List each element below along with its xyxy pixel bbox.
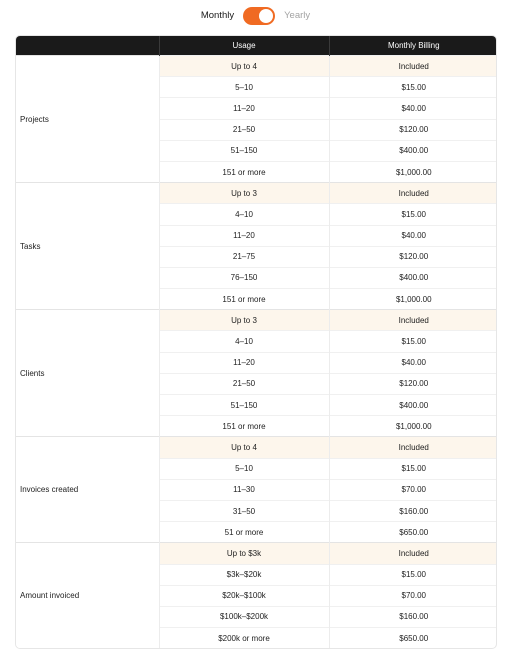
billing-period-switch[interactable] (243, 7, 275, 25)
pricing-table (16, 36, 497, 648)
table-row (16, 183, 497, 204)
pricing-table-container (15, 35, 497, 649)
table-header-row (16, 36, 497, 56)
billing-cell: Included (329, 310, 497, 331)
usage-cell: 151 or more (159, 289, 329, 310)
usage-cell: 5–10 (159, 77, 329, 98)
usage-cell: 151 or more (159, 161, 329, 182)
category-cell: Projects (16, 56, 159, 183)
billing-cell: $400.00 (329, 395, 497, 416)
billing-cell: Included (329, 437, 497, 458)
switch-knob (259, 9, 273, 23)
category-cell: Tasks (16, 183, 159, 310)
billing-cell: $1,000.00 (329, 289, 497, 310)
usage-cell: Up to $3k (159, 543, 329, 564)
usage-cell: 11–20 (159, 352, 329, 373)
usage-cell: $200k or more (159, 628, 329, 649)
usage-cell: 76–150 (159, 267, 329, 288)
usage-cell: 51 or more (159, 522, 329, 543)
billing-cell: $40.00 (329, 352, 497, 373)
billing-cell: $70.00 (329, 585, 497, 606)
usage-cell: 21–50 (159, 119, 329, 140)
usage-cell: 4–10 (159, 204, 329, 225)
billing-cell: $15.00 (329, 331, 497, 352)
category-cell: Amount invoiced (16, 543, 159, 648)
usage-cell: Up to 4 (159, 56, 329, 77)
usage-cell: $3k–$20k (159, 564, 329, 585)
billing-cell: Included (329, 183, 497, 204)
usage-cell: Up to 4 (159, 437, 329, 458)
usage-cell: $100k–$200k (159, 606, 329, 627)
usage-cell: $20k–$100k (159, 585, 329, 606)
billing-cell: $160.00 (329, 606, 497, 627)
table-body (16, 56, 497, 649)
usage-cell: 5–10 (159, 458, 329, 479)
usage-cell: 51–150 (159, 140, 329, 161)
billing-cell: $15.00 (329, 77, 497, 98)
category-cell: Invoices created (16, 437, 159, 543)
header-category (16, 36, 159, 56)
usage-cell: 31–50 (159, 500, 329, 521)
billing-cell: $650.00 (329, 522, 497, 543)
billing-cell: $400.00 (329, 267, 497, 288)
category-cell: Clients (16, 310, 159, 437)
yearly-label[interactable]: Yearly (284, 10, 311, 21)
billing-period-toggle-bar (0, 4, 511, 28)
billing-cell: $650.00 (329, 628, 497, 649)
usage-cell: 151 or more (159, 416, 329, 437)
table-row (16, 543, 497, 564)
billing-cell: $15.00 (329, 564, 497, 585)
usage-cell: 21–50 (159, 373, 329, 394)
billing-cell: $15.00 (329, 204, 497, 225)
table-row (16, 56, 497, 77)
header-monthly-billing: Monthly Billing (329, 36, 497, 56)
billing-cell: $120.00 (329, 119, 497, 140)
billing-cell: $40.00 (329, 225, 497, 246)
table-row (16, 310, 497, 331)
billing-cell: $70.00 (329, 479, 497, 500)
billing-cell: $120.00 (329, 373, 497, 394)
table-row (16, 437, 497, 458)
monthly-label[interactable]: Monthly (200, 10, 235, 21)
usage-cell: Up to 3 (159, 183, 329, 204)
billing-cell: $40.00 (329, 98, 497, 119)
usage-cell: 4–10 (159, 331, 329, 352)
usage-cell: 11–20 (159, 225, 329, 246)
header-usage: Usage (159, 36, 329, 56)
billing-cell: Included (329, 56, 497, 77)
usage-cell: 21–75 (159, 246, 329, 267)
billing-cell: $1,000.00 (329, 416, 497, 437)
billing-cell: $15.00 (329, 458, 497, 479)
billing-cell: $400.00 (329, 140, 497, 161)
usage-cell: 11–30 (159, 479, 329, 500)
billing-cell: $160.00 (329, 500, 497, 521)
billing-cell: $120.00 (329, 246, 497, 267)
billing-cell: $1,000.00 (329, 161, 497, 182)
usage-cell: Up to 3 (159, 310, 329, 331)
usage-cell: 11–20 (159, 98, 329, 119)
usage-cell: 51–150 (159, 395, 329, 416)
billing-cell: Included (329, 543, 497, 564)
